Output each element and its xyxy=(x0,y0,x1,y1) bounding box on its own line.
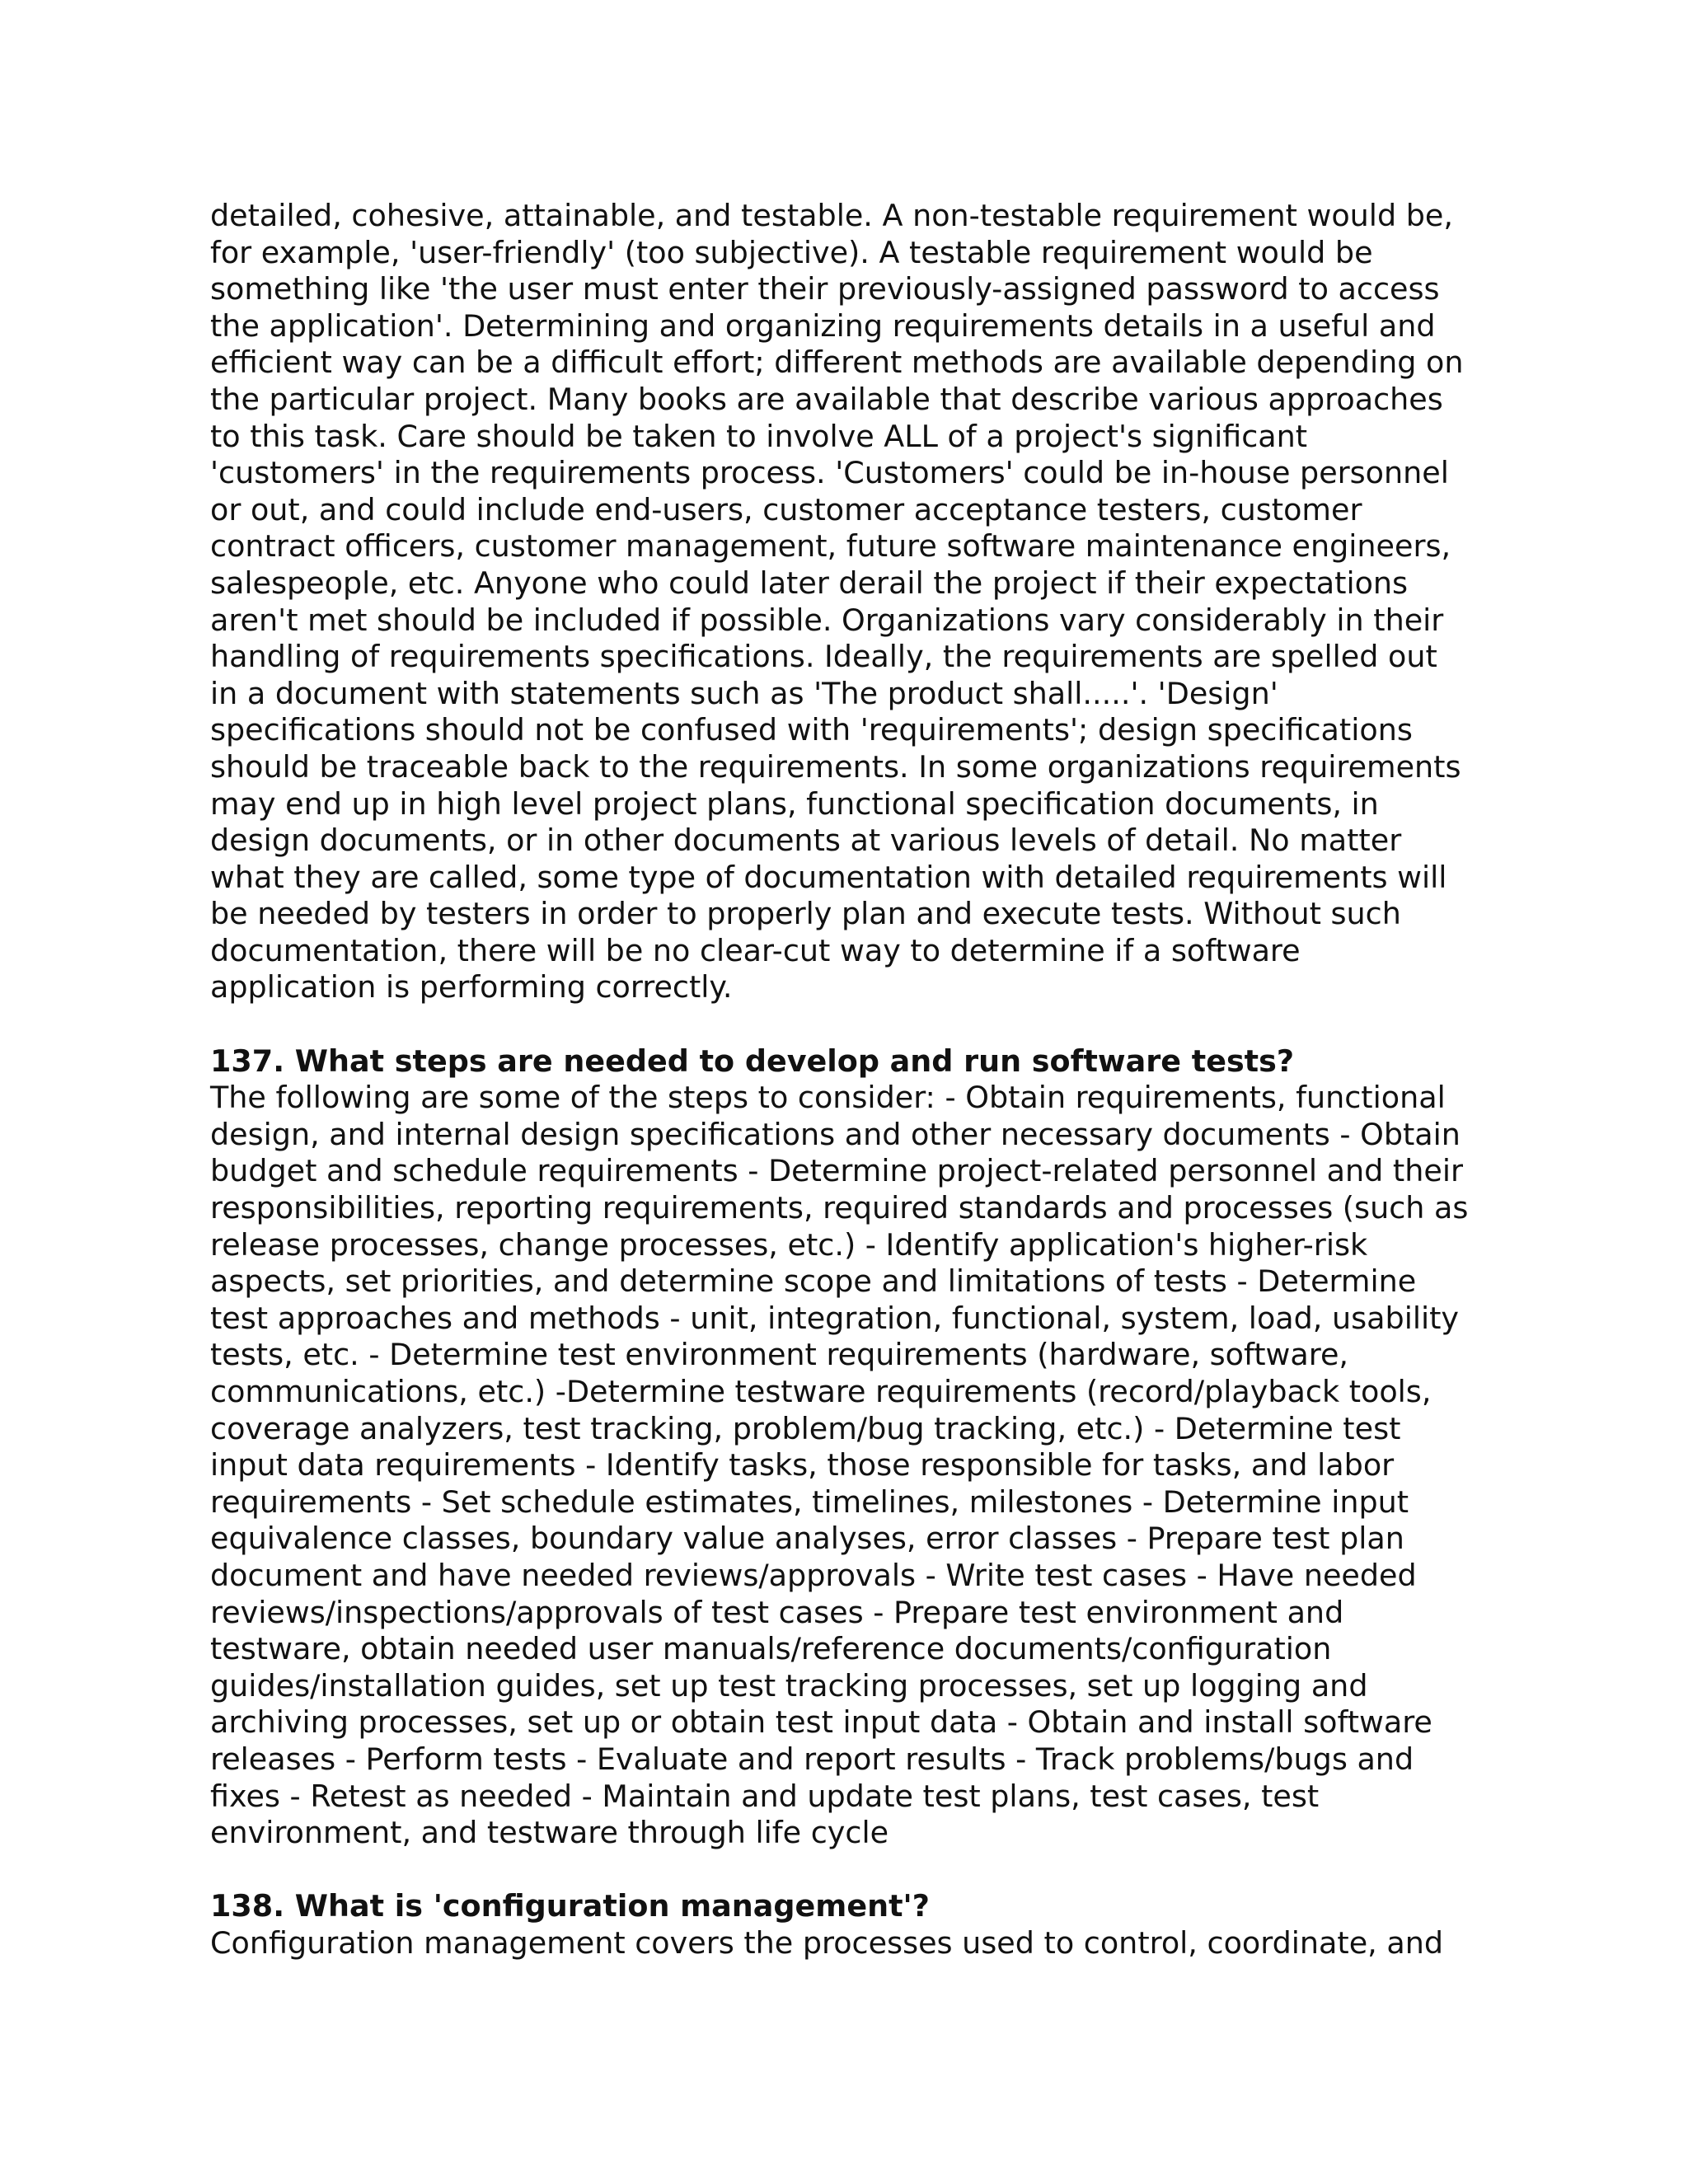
text-line: tests, etc. - Determine test environment requirements (hardware, software, xyxy=(210,1337,1349,1373)
text-line: something like 'the user must enter their previously-assigned password to access xyxy=(210,271,1440,307)
text-line: responsibilities, reporting requirements, required standards and processes (such as xyxy=(210,1190,1469,1226)
text-line: to this task. Care should be taken to involve ALL of a project's significant xyxy=(210,418,1308,454)
text-line: Configuration management covers the processes used to control, coordinate, and xyxy=(210,1924,1444,1961)
text-line: 'customers' in the requirements process. 'Customers' could be in-house personnel xyxy=(210,455,1449,491)
text-line: efficient way can be a difficult effort; different methods are available depending on xyxy=(210,344,1464,381)
intro-paragraph xyxy=(210,198,1496,1006)
section-heading: 138. What is 'configuration management'? xyxy=(210,1888,930,1924)
text-line: the particular project. Many books are available that describe various approaches xyxy=(210,381,1443,417)
text-line: detailed, cohesive, attainable, and testable. A non-testable requirement would be, xyxy=(210,198,1453,233)
text-line: contract officers, customer management, future software maintenance engineers, xyxy=(210,528,1451,565)
document-page xyxy=(210,198,1496,1962)
text-line: archiving processes, set up or obtain test input data - Obtain and install software xyxy=(210,1704,1432,1741)
text-line: The following are some of the steps to consider: - Obtain requirements, functional xyxy=(210,1080,1446,1116)
text-line: what they are called, some type of documentation with detailed requirements will xyxy=(210,859,1447,895)
text-line: for example, 'user-friendly' (too subjective). A testable requirement would be xyxy=(210,234,1373,270)
text-line: handling of requirements specifications. Ideally, the requirements are spelled out xyxy=(210,639,1437,675)
text-line: release processes, change processes, etc.) - Identify application's higher-risk xyxy=(210,1226,1368,1263)
text-line: input data requirements - Identify tasks, those responsible for tasks, and labor xyxy=(210,1447,1395,1483)
text-line: be needed by testers in order to properly plan and execute tests. Without such xyxy=(210,896,1401,932)
text-line: application is performing correctly. xyxy=(210,969,733,1005)
text-line: aren't met should be included if possible. Organizations vary considerably in their xyxy=(210,602,1444,638)
text-line: requirements - Set schedule estimates, timelines, milestones - Determine input xyxy=(210,1483,1409,1520)
text-line: releases - Perform tests - Evaluate and report results - Track problems/bugs and xyxy=(210,1741,1414,1777)
text-line: guides/installation guides, set up test tracking processes, set up logging and xyxy=(210,1667,1368,1704)
text-line: environment, and testware through life cycle xyxy=(210,1815,889,1851)
text-line: budget and schedule requirements - Determine project-related personnel and their xyxy=(210,1153,1463,1189)
text-line: design documents, or in other documents at various levels of detail. No matter xyxy=(210,823,1402,859)
section-137 xyxy=(210,1043,1496,1852)
text-line: may end up in high level project plans, functional specification documents, in xyxy=(210,785,1379,822)
text-line: salespeople, etc. Anyone who could later derail the project if their expectations xyxy=(210,565,1409,601)
text-line: communications, etc.) -Determine testware requirements (record/playback tools, xyxy=(210,1374,1432,1409)
text-line: test approaches and methods - unit, integration, functional, system, load, usability xyxy=(210,1300,1460,1336)
text-line: document and have needed reviews/approvals - Write test cases - Have needed xyxy=(210,1557,1417,1593)
text-line: coverage analyzers, test tracking, problem/bug tracking, etc.) - Determine test xyxy=(210,1410,1401,1446)
text-line: the application'. Determining and organizing requirements details in a useful and xyxy=(210,307,1436,344)
paragraph-spacer xyxy=(210,1852,1496,1889)
text-line: testware, obtain needed user manuals/reference documents/configuration xyxy=(210,1631,1332,1667)
section-heading: 137. What steps are needed to develop and run software tests? xyxy=(210,1043,1295,1079)
text-line: design, and internal design specifications and other necessary documents - Obtain xyxy=(210,1116,1461,1152)
text-line: fixes - Retest as needed - Maintain and update test plans, test cases, test xyxy=(210,1778,1320,1814)
text-line: aspects, set priorities, and determine scope and limitations of tests - Determine xyxy=(210,1263,1417,1300)
text-line: reviews/inspections/approvals of test cases - Prepare test environment and xyxy=(210,1594,1344,1630)
text-line: specifications should not be confused with 'requirements'; design specifications xyxy=(210,712,1413,748)
paragraph-spacer xyxy=(210,1006,1496,1043)
text-line: should be traceable back to the requirements. In some organizations requirements xyxy=(210,748,1461,785)
text-line: documentation, there will be no clear-cut way to determine if a software xyxy=(210,932,1301,968)
text-line: or out, and could include end-users, customer acceptance testers, customer xyxy=(210,491,1362,527)
text-line: equivalence classes, boundary value analyses, error classes - Prepare test plan xyxy=(210,1521,1404,1557)
section-138 xyxy=(210,1888,1496,1961)
text-line: in a document with statements such as 'The product shall.....'. 'Design' xyxy=(210,675,1278,711)
